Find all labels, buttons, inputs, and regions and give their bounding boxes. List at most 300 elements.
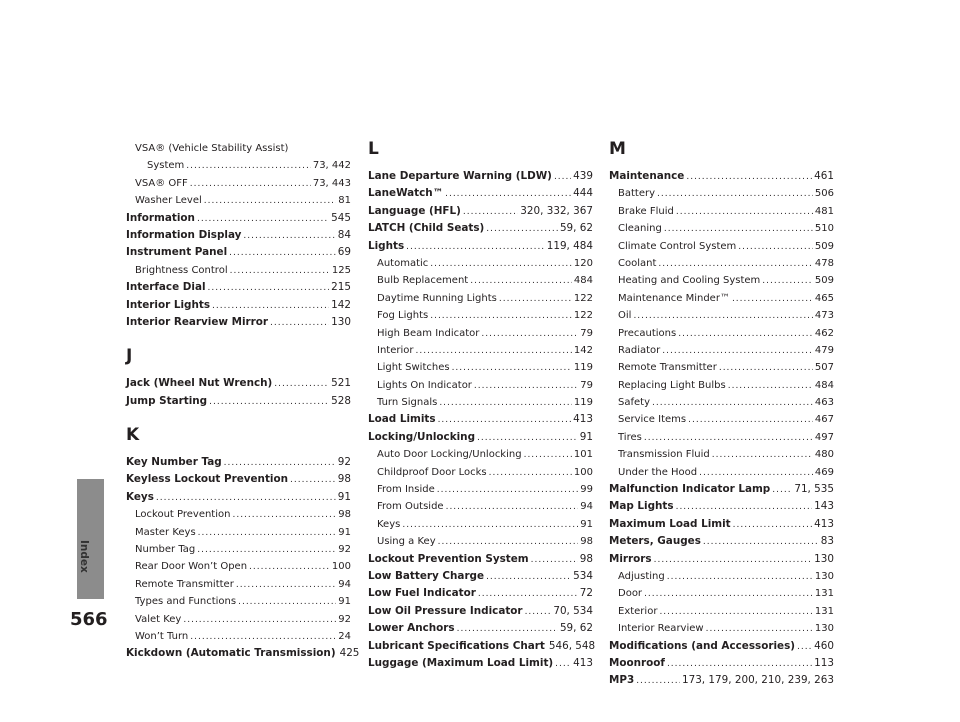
- page-reference[interactable]: 506: [814, 188, 834, 200]
- dot-leader: [470, 273, 572, 290]
- index-subentry: [609, 585, 834, 602]
- dot-leader: [728, 378, 813, 395]
- index-subentry: [609, 342, 834, 359]
- index-subentry: [368, 481, 593, 498]
- dot-leader: [486, 569, 571, 586]
- index-subentry: [609, 620, 834, 637]
- dot-leader: [664, 221, 813, 238]
- entry-label: Interior Rearview Mirror: [126, 315, 269, 328]
- page-reference[interactable]: 94: [580, 501, 593, 513]
- page-reference[interactable]: 59, 62: [559, 622, 593, 635]
- page-reference[interactable]: 143: [814, 500, 834, 513]
- dot-leader: [209, 394, 329, 411]
- dot-leader: [658, 256, 813, 273]
- index-subentry: [368, 446, 593, 463]
- entry-label: Interface Dial: [126, 281, 206, 294]
- index-entry: [609, 672, 834, 689]
- entry-label: Low Fuel Indicator: [368, 587, 476, 600]
- page-reference[interactable]: 125: [331, 264, 351, 276]
- dot-leader: [657, 186, 813, 203]
- page-reference[interactable]: 113: [814, 656, 834, 669]
- dot-leader: [406, 239, 545, 256]
- dot-leader: [703, 534, 819, 551]
- index-entry: [368, 568, 593, 585]
- index-subentry: [368, 325, 593, 342]
- page-reference[interactable]: 509: [814, 275, 834, 287]
- dot-leader: [236, 577, 336, 594]
- dot-leader: [652, 395, 813, 412]
- entry-label: High Beam Indicator: [377, 327, 480, 339]
- index-entry: [368, 585, 593, 602]
- entry-label: LATCH (Child Seats): [368, 222, 485, 235]
- page-reference[interactable]: 173, 179, 200, 210, 239, 263: [681, 674, 834, 687]
- page-reference[interactable]: 71, 535: [794, 483, 834, 496]
- entry-label: Cleaning: [618, 223, 662, 235]
- page-reference[interactable]: 480: [814, 449, 834, 461]
- entry-label: MP3: [609, 674, 635, 687]
- index-subentry: [126, 262, 351, 279]
- index-subentry: [126, 611, 351, 628]
- index-subentry: [609, 220, 834, 237]
- index-entry: [368, 411, 593, 428]
- index-subentry: [126, 192, 351, 209]
- index-entry: [126, 279, 351, 296]
- page-reference[interactable]: 92: [337, 456, 351, 469]
- index-entry: [368, 655, 593, 672]
- page-reference[interactable]: 72: [579, 587, 593, 600]
- section-letter: L: [368, 139, 379, 159]
- index-subentry: [609, 377, 834, 394]
- page-reference[interactable]: 425: [339, 647, 360, 660]
- dot-leader: [524, 447, 572, 464]
- page-reference[interactable]: 79: [580, 327, 593, 339]
- entry-label: Light Switches: [377, 362, 450, 374]
- page-reference[interactable]: 24: [338, 630, 351, 642]
- index-subentry: [126, 576, 351, 593]
- entry-label: Maintenance Minder™: [618, 292, 730, 304]
- entry-label: Interior Lights: [126, 298, 211, 311]
- dot-leader: [762, 273, 813, 290]
- dot-leader: [438, 534, 579, 551]
- index-entry: [126, 645, 360, 662]
- dot-leader: [437, 482, 579, 499]
- dot-leader: [208, 280, 330, 297]
- index-subentry: [368, 342, 593, 359]
- index-subentry: [609, 307, 834, 324]
- page-reference[interactable]: 92: [338, 544, 351, 556]
- dot-leader: [676, 499, 813, 516]
- dot-leader: [554, 169, 571, 186]
- dot-leader: [525, 604, 552, 621]
- index-entry: [368, 603, 593, 620]
- entry-label: Lockout Prevention System: [368, 552, 529, 565]
- index-subentry: [126, 175, 351, 192]
- dot-leader: [678, 326, 813, 343]
- entry-label: Transmission Fluid: [618, 449, 710, 461]
- index-subentry: [368, 464, 593, 481]
- entry-label: Exterior: [618, 605, 658, 617]
- page-reference[interactable]: 131: [814, 605, 834, 617]
- page-reference[interactable]: 98: [338, 509, 351, 521]
- dot-leader: [636, 673, 680, 690]
- index-subentry: [126, 140, 351, 157]
- index-entry: [368, 203, 593, 220]
- index-entry: [609, 638, 834, 655]
- index-entry: [368, 185, 593, 202]
- page-reference[interactable]: 73, 442: [312, 160, 351, 172]
- page-number: 566: [70, 609, 108, 630]
- entry-label: Keys: [377, 518, 401, 530]
- page-reference[interactable]: 131: [814, 588, 834, 600]
- page-reference[interactable]: 413: [573, 413, 593, 426]
- page-reference[interactable]: 130: [814, 552, 834, 565]
- entry-label: Battery: [618, 188, 656, 200]
- page-reference[interactable]: 479: [814, 344, 834, 356]
- entry-label: Information Display: [126, 228, 242, 241]
- page-reference[interactable]: 460: [814, 639, 834, 652]
- index-subentry: [609, 359, 834, 376]
- index-subentry: [368, 377, 593, 394]
- index-entry: [126, 393, 351, 410]
- dot-leader: [290, 472, 336, 489]
- entry-label: VSA® OFF: [135, 177, 188, 189]
- page-reference[interactable]: 481: [814, 205, 834, 217]
- dot-leader: [452, 360, 572, 377]
- entry-label: Precautions: [618, 327, 677, 339]
- entry-label: Low Battery Charge: [368, 569, 485, 582]
- page-reference[interactable]: 462: [814, 327, 834, 339]
- entry-label: Jack (Wheel Nut Wrench): [126, 377, 273, 390]
- entry-label: Instrument Panel: [126, 246, 228, 259]
- page-reference[interactable]: 91: [580, 518, 593, 530]
- page-reference[interactable]: 142: [573, 344, 593, 356]
- page-reference[interactable]: 439: [573, 170, 593, 182]
- page-reference[interactable]: 73, 443: [312, 177, 351, 189]
- index-entry: [126, 454, 351, 471]
- dot-leader: [797, 639, 812, 656]
- dot-leader: [486, 221, 558, 238]
- index-subentry: [126, 506, 351, 523]
- dot-leader: [772, 482, 792, 499]
- entry-label: Lights: [368, 239, 405, 252]
- index-subentry: [609, 411, 834, 428]
- page-reference[interactable]: 546, 548: [548, 639, 596, 652]
- dot-leader: [676, 204, 813, 221]
- dot-leader: [190, 176, 311, 193]
- index-subentry: [609, 255, 834, 272]
- dot-leader: [439, 395, 572, 412]
- index-entry: [609, 551, 834, 568]
- entry-label: Radiator: [618, 344, 661, 356]
- page-reference[interactable]: 142: [331, 298, 351, 311]
- index-entry: [368, 620, 593, 637]
- page-reference[interactable]: 99: [580, 484, 593, 496]
- page-reference[interactable]: 484: [573, 275, 593, 287]
- entry-label: Bulb Replacement: [377, 275, 469, 287]
- page-reference[interactable]: 320, 332, 367: [520, 204, 593, 217]
- index-subentry: [609, 603, 834, 620]
- page-reference[interactable]: 444: [573, 187, 593, 200]
- dot-leader: [644, 430, 813, 447]
- entry-label: Brightness Control: [135, 264, 228, 276]
- page-reference[interactable]: 467: [814, 414, 834, 426]
- page-reference[interactable]: 478: [814, 257, 834, 269]
- page-reference[interactable]: 91: [579, 430, 593, 443]
- entry-label: Locking/Unlocking: [368, 430, 476, 443]
- page-reference[interactable]: 70, 534: [553, 604, 593, 617]
- index-entry: [126, 471, 351, 488]
- index-subentry: [368, 516, 593, 533]
- index-subentry: [126, 524, 351, 541]
- page-reference[interactable]: 507: [814, 362, 834, 374]
- page-reference[interactable]: 130: [814, 623, 834, 635]
- index-subentry: [609, 568, 834, 585]
- entry-label: Interior: [377, 344, 414, 356]
- page-reference[interactable]: 92: [338, 613, 351, 625]
- entry-label: LaneWatch™: [368, 187, 444, 200]
- page-reference[interactable]: 528: [331, 394, 351, 407]
- page-reference[interactable]: 119: [573, 362, 593, 374]
- index-entry: [609, 481, 834, 498]
- entry-label: Childproof Door Locks: [377, 466, 487, 478]
- dot-leader: [654, 552, 813, 569]
- index-side-tab: [77, 479, 104, 599]
- entry-label: Valet Key: [135, 613, 182, 625]
- index-subentry: [609, 446, 834, 463]
- entry-label: Master Keys: [135, 526, 196, 538]
- entry-label: Lubricant Specifications Chart: [368, 639, 545, 652]
- page-reference[interactable]: 534: [573, 569, 593, 582]
- dot-leader: [478, 586, 578, 603]
- dot-leader: [732, 291, 813, 308]
- page-reference[interactable]: 521: [331, 377, 351, 390]
- dot-leader: [270, 315, 329, 332]
- entry-label: Rear Door Won’t Open: [135, 561, 248, 573]
- page-reference[interactable]: 122: [573, 310, 593, 322]
- dot-leader: [463, 204, 518, 221]
- index-subentry: [368, 359, 593, 376]
- dot-leader: [699, 465, 813, 482]
- page-reference[interactable]: 130: [331, 315, 351, 328]
- dot-leader: [212, 298, 329, 315]
- dot-leader: [243, 228, 335, 245]
- entry-label: System: [147, 160, 185, 172]
- page-reference[interactable]: 510: [814, 223, 834, 235]
- dot-leader: [438, 412, 572, 429]
- entry-label: Heating and Cooling System: [618, 275, 761, 287]
- dot-leader: [197, 211, 329, 228]
- entry-label: Daytime Running Lights: [377, 292, 497, 304]
- page-reference[interactable]: 94: [338, 578, 351, 590]
- entry-label: Oil: [618, 310, 632, 322]
- page-reference[interactable]: 473: [814, 310, 834, 322]
- page-reference[interactable]: 484: [814, 379, 834, 391]
- page-reference[interactable]: 98: [337, 473, 351, 486]
- page-reference[interactable]: 98: [579, 552, 593, 565]
- page-reference[interactable]: 461: [814, 170, 834, 182]
- index-entry: [126, 210, 351, 227]
- dot-leader: [662, 343, 813, 360]
- index-subentry: [609, 429, 834, 446]
- entry-label: Meters, Gauges: [609, 535, 701, 548]
- index-subentry: [609, 203, 834, 220]
- entry-label: Door: [618, 588, 643, 600]
- dot-leader: [686, 169, 812, 186]
- dot-leader: [230, 263, 330, 280]
- page-reference[interactable]: 469: [814, 466, 834, 478]
- page-reference[interactable]: 59, 62: [559, 222, 593, 235]
- index-subentry: [368, 255, 593, 272]
- entry-label: Washer Level: [135, 195, 202, 207]
- entry-label: Malfunction Indicator Lamp: [609, 483, 771, 496]
- page-reference[interactable]: 413: [573, 656, 593, 669]
- entry-label: Types and Functions: [135, 596, 237, 608]
- index-entry: [609, 655, 834, 672]
- index-entry: [126, 244, 351, 261]
- index-subentry: [368, 533, 593, 550]
- page-reference[interactable]: 497: [814, 431, 834, 443]
- entry-label: Luggage (Maximum Load Limit): [368, 656, 554, 669]
- entry-label: Maintenance: [609, 170, 685, 182]
- page-reference[interactable]: 545: [331, 211, 351, 224]
- entry-label: Adjusting: [618, 570, 665, 582]
- page-reference[interactable]: 119, 484: [546, 239, 593, 252]
- index-subentry: [609, 325, 834, 342]
- index-subentry: [368, 272, 593, 289]
- page-reference[interactable]: 83: [820, 535, 834, 548]
- page-reference[interactable]: 91: [338, 526, 351, 538]
- index-column-1: [126, 140, 360, 663]
- dot-leader: [183, 612, 336, 629]
- page-reference[interactable]: 413: [814, 517, 834, 530]
- page-reference[interactable]: 91: [338, 596, 351, 608]
- dot-leader: [430, 256, 572, 273]
- page-reference[interactable]: 215: [331, 281, 351, 294]
- index-entry: [609, 498, 834, 515]
- index-subentry: [609, 394, 834, 411]
- entry-label: VSA® (Vehicle Stability Assist): [135, 143, 289, 154]
- index-entry: [126, 375, 351, 392]
- entry-label: Remote Transmitter: [618, 362, 717, 374]
- dot-leader: [156, 490, 336, 507]
- dot-leader: [644, 586, 813, 603]
- index-column-2: [368, 139, 596, 672]
- entry-label: Map Lights: [609, 500, 674, 513]
- dot-leader: [733, 517, 813, 534]
- dot-leader: [224, 455, 336, 472]
- dot-leader: [232, 507, 336, 524]
- index-subentry: [126, 593, 351, 610]
- dot-leader: [402, 517, 578, 534]
- dot-leader: [659, 604, 812, 621]
- page-reference[interactable]: 79: [580, 379, 593, 391]
- page-reference[interactable]: 130: [814, 570, 834, 582]
- dot-leader: [474, 378, 578, 395]
- page-reference[interactable]: 81: [338, 195, 351, 207]
- entry-label: Kickdown (Automatic Transmission): [126, 647, 336, 660]
- entry-label: Safety: [618, 397, 650, 409]
- index-subentry: [368, 290, 593, 307]
- page-reference[interactable]: 465: [814, 292, 834, 304]
- index-entry: [368, 551, 593, 568]
- page-reference[interactable]: 119: [573, 397, 593, 409]
- index-entry: [126, 489, 351, 506]
- page-reference[interactable]: 100: [573, 466, 593, 478]
- page-reference[interactable]: 122: [573, 292, 593, 304]
- dot-leader: [555, 656, 571, 673]
- entry-label: Lower Anchors: [368, 622, 455, 635]
- entry-label: Brake Fluid: [618, 205, 674, 217]
- page-reference[interactable]: 463: [814, 397, 834, 409]
- page-reference[interactable]: 84: [337, 228, 351, 241]
- entry-label: Auto Door Locking/Unlocking: [377, 449, 522, 461]
- dot-leader: [706, 621, 813, 638]
- dot-leader: [249, 559, 330, 576]
- section-letter: J: [126, 346, 133, 367]
- entry-label: Climate Control System: [618, 240, 737, 252]
- entry-label: Under the Hood: [618, 466, 698, 478]
- index-subentry: [368, 394, 593, 411]
- entry-label: Won’t Turn: [135, 630, 189, 642]
- entry-label: From Inside: [377, 484, 435, 496]
- dot-leader: [430, 308, 572, 325]
- page-reference[interactable]: 91: [337, 490, 351, 503]
- entry-label: Replacing Light Bulbs: [618, 379, 726, 391]
- entry-label: Keys: [126, 490, 154, 503]
- page-reference[interactable]: 100: [331, 561, 351, 573]
- dot-leader: [186, 158, 311, 175]
- index-column-3: [609, 140, 834, 690]
- dot-leader: [738, 239, 813, 256]
- entry-label: Number Tag: [135, 544, 196, 556]
- index-entry: [609, 168, 834, 185]
- index-entry: [368, 238, 593, 255]
- entry-label: Moonroof: [609, 656, 665, 669]
- dot-leader: [190, 629, 336, 646]
- index-subentry: [368, 307, 593, 324]
- page-reference[interactable]: 101: [573, 449, 593, 461]
- dot-leader: [238, 594, 336, 611]
- page-reference[interactable]: 120: [573, 257, 593, 269]
- dot-leader: [667, 656, 812, 673]
- dot-leader: [274, 376, 329, 393]
- index-entry: [609, 516, 834, 533]
- dot-leader: [415, 343, 571, 360]
- dot-leader: [197, 542, 336, 559]
- dot-leader: [531, 552, 578, 569]
- dot-leader: [457, 621, 558, 638]
- index-subentry: [609, 290, 834, 307]
- entry-label: Service Items: [618, 414, 687, 426]
- entry-label: Tires: [618, 431, 642, 443]
- index-entry: [126, 314, 351, 331]
- dot-leader: [481, 326, 578, 343]
- index-subentry: [126, 558, 351, 575]
- index-subentry: [609, 464, 834, 481]
- dot-leader: [688, 412, 813, 429]
- index-subentry: [609, 272, 834, 289]
- page-reference[interactable]: 69: [337, 246, 351, 259]
- index-entry: [368, 220, 593, 237]
- index-entry: [126, 297, 351, 314]
- entry-label: Coolant: [618, 257, 657, 269]
- entry-label: Load Limits: [368, 413, 436, 426]
- index-subentry: [126, 628, 351, 645]
- page-reference[interactable]: 98: [580, 536, 593, 548]
- page-reference[interactable]: 509: [814, 240, 834, 252]
- dot-leader: [719, 360, 813, 377]
- entry-label: Lockout Prevention: [135, 509, 231, 521]
